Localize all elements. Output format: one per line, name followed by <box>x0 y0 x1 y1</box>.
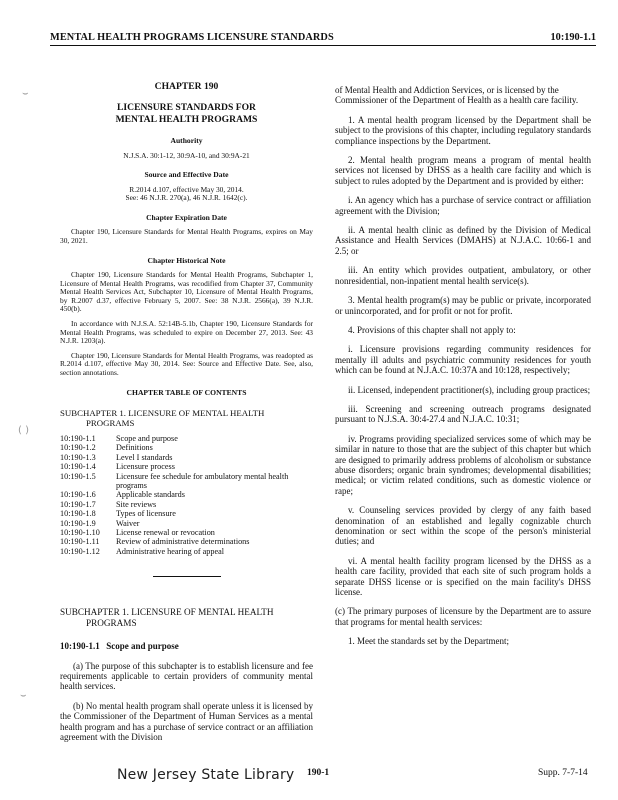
item-4-ii: ii. Licensed, independent practitioner(s), including group practices; <box>348 384 591 395</box>
toc-entry-title: Types of licensure <box>116 509 176 519</box>
toc-entry-number: 10:190-1.11 <box>60 537 100 547</box>
expiration-text: Chapter 190, Licensure Standards for Mental Health Programs, expires on May 30, 2021. <box>60 227 313 245</box>
toc-entry-title: Scope and purpose <box>116 433 178 443</box>
toc-subchapter-line2: PROGRAMS <box>86 417 135 428</box>
header-section-ref: 10:190-1.1 <box>550 32 596 43</box>
history-heading: Chapter Historical Note <box>147 255 226 265</box>
item-2-ii: ii. A mental health clinic as defined by the Division of Medical Assistance and Health Services (DMAHS) at N.J.A.C. 10:66-1 and 2.5; or <box>335 225 591 256</box>
source-line2: See: 46 N.J.R. 270(a), 46 N.J.R. 1642(c). <box>125 193 248 203</box>
item-4-v: v. Counseling services provided by clergy of any faith based denomination of an established and legally cognizable church denomination or sect within the scope of the person's ministerial duties; and <box>335 505 591 547</box>
divider <box>153 576 221 577</box>
toc-entry-number: 10:190-1.3 <box>60 452 96 462</box>
toc-entry-title: Site reviews <box>116 499 157 509</box>
subchapter-heading-line2: PROGRAMS <box>86 618 137 629</box>
toc-entry <box>60 462 313 471</box>
toc-heading: CHAPTER TABLE OF CONTENTS <box>126 387 247 397</box>
authority-text: N.J.S.A. 30:1-12, 30:9A-10, and 30:9A-21 <box>123 150 250 160</box>
toc-entry-number: 10:190-1.4 <box>60 462 96 472</box>
item-1: 1. A mental health program licensed by the Department shall be subject to the provisions of this chapter, including regulatory standards compliance inspections by the Department. <box>335 114 591 146</box>
supplement-date: Supp. 7-7-14 <box>538 768 588 778</box>
scan-mark: ( ) <box>18 425 29 436</box>
chapter-number: CHAPTER 190 <box>154 81 219 92</box>
toc-entry-title: Level I standards <box>116 452 173 462</box>
toc-entry <box>60 537 313 546</box>
toc-entry-title: License renewal or revocation <box>116 528 215 537</box>
item-3: 3. Mental health program(s) may be public or private, incorporated or unincorporated, and for profit or not for profit. <box>335 295 591 316</box>
toc-entry-number: 10:190-1.2 <box>60 443 96 453</box>
toc-entry <box>60 528 313 537</box>
toc-entry <box>60 434 313 443</box>
page-footer <box>0 764 618 792</box>
scan-mark: ⌣ <box>22 88 29 99</box>
chapter-title-line1: LICENSURE STANDARDS FOR <box>117 102 256 114</box>
history-paragraph-2: In accordance with N.J.S.A. 52:14B-5.1b, Chapter 190, Licensure Standards for Mental Health Programs, was scheduled to expire on December 27, 2013. See: 43 N.J.R. 1203(a). <box>60 318 313 346</box>
section-title: Scope and purpose <box>106 641 179 652</box>
toc-subchapter-heading <box>60 408 313 428</box>
toc-entry <box>60 443 313 452</box>
toc-entry <box>60 490 313 499</box>
toc-entry-title: Review of administrative determinations <box>116 537 250 547</box>
item-4-iv: iv. Programs providing specialized services some of which may be similar in nature to those that are the subject of this chapter but which are designed to primarily address problems of alcoholism or substance abuse disorders; organic brain syndromes; developmental disabilities; medical; or victim related conditions, such as domestic violence or rape; <box>335 433 591 496</box>
paragraph-c: (c) The primary purposes of licensure by the Department are to assure that programs for mental health services: <box>335 606 591 627</box>
header-title: MENTAL HEALTH PROGRAMS LICENSURE STANDARDS <box>50 32 334 43</box>
subchapter-heading <box>60 607 313 629</box>
subchapter-heading-line1: SUBCHAPTER 1. LICENSURE OF MENTAL HEALTH <box>60 607 274 618</box>
item-2: 2. Mental health program means a program of mental health services not licensed by DHSS as a health care facility and which is subject to rules adopted by the Department and is provided by either: <box>335 155 591 186</box>
toc-entry-number: 10:190-1.7 <box>60 499 96 509</box>
item-2-i: i. An agency which has a purchase of service contract or affiliation agreement with the Division; <box>335 195 591 216</box>
section-heading <box>60 641 313 651</box>
source-line1: R.2014 d.107, effective May 30, 2014. <box>129 184 244 194</box>
scan-mark: ⌣ <box>20 690 27 701</box>
toc-entry-number: 10:190-1.6 <box>60 490 96 500</box>
toc-entry <box>60 500 313 509</box>
source-text <box>60 186 313 203</box>
toc-entry-number: 10:190-1.1 <box>60 433 96 443</box>
toc-entry-title: Licensure fee schedule for ambulatory mental health programs <box>116 471 289 490</box>
toc-entry <box>60 509 313 518</box>
toc-subchapter-line1: SUBCHAPTER 1. LICENSURE OF MENTAL HEALTH <box>60 407 265 418</box>
chapter-title <box>60 102 313 126</box>
toc-entry <box>60 453 313 462</box>
section-number: 10:190-1.1 <box>60 641 100 652</box>
chapter-title-line2: MENTAL HEALTH PROGRAMS <box>115 114 258 126</box>
item-2-iii: iii. An entity which provides outpatient, ambulatory, or other nonresidential, non-inpatient mental health service(s). <box>335 265 591 286</box>
toc-entry-number: 10:190-1.9 <box>60 518 96 528</box>
expiration-heading: Chapter Expiration Date <box>146 213 227 222</box>
toc-entry <box>60 547 313 556</box>
toc-entry-title: Applicable standards <box>116 490 185 500</box>
right-column <box>335 85 591 656</box>
toc-entry-number: 10:190-1.12 <box>60 546 100 556</box>
paragraph-b-continued: of Mental Health and Addiction Services, or is licensed by the Commissioner of the Department of Health as a health care facility. <box>335 85 579 106</box>
paragraph-b: (b) No mental health program shall operate unless it is licensed by the Commissioner of the Department of Human Services as a mental health program and has a purchase of service contract or an affiliation agreement with the Division <box>60 700 313 743</box>
toc-entry-title: Waiver <box>116 518 140 528</box>
table-of-contents <box>60 434 313 556</box>
source-heading: Source and Effective Date <box>144 170 229 180</box>
toc-entry <box>60 519 313 528</box>
paragraph-a: (a) The purpose of this subchapter is to establish licensure and fee requirements applicable to certain providers of community mental health services. <box>60 660 313 692</box>
item-c-1: 1. Meet the standards set by the Department; <box>348 636 509 647</box>
toc-entry-title: Definitions <box>116 443 153 453</box>
page-number: 190-1 <box>307 768 330 778</box>
toc-entry-number: 10:190-1.10 <box>60 528 100 537</box>
toc-entry-number: 10:190-1.5 <box>60 471 96 481</box>
authority-heading: Authority <box>170 136 203 146</box>
history-paragraph-1: Chapter 190, Licensure Standards for Mental Health Programs, Subchapter 1, Licensure of Mental Health Programs, was recodified from Chapter 37, Community Mental Health Services Act, Subchapter 10, Licensure of Mental Health Programs, by R.2007 d.37, effective February 5, 2007. See: 38 N.J.R. 2566(a), 39 N.J.R. 450(b). <box>60 270 313 314</box>
item-4-vi: vi. A mental health facility program licensed by the DHSS as a health care facility, provided that each site of such program holds a separate DHSS license or is specified on the main facility's DHSS license. <box>335 555 591 598</box>
toc-entry <box>60 472 313 491</box>
left-column <box>60 82 313 751</box>
item-4-i: i. Licensure provisions regarding community residences for mentally ill adults and psychiatric community residences for youth which can be found at N.J.A.C. 10:37A and 10:128, respectively; <box>335 344 591 376</box>
running-header <box>50 30 596 46</box>
library-stamp: New Jersey State Library <box>117 767 295 783</box>
toc-entry-number: 10:190-1.8 <box>60 509 96 519</box>
history-paragraph-3: Chapter 190, Licensure Standards for Mental Health Programs, was readopted as R.2014 d.107, effective May 30, 2014. See: Source and Effective Date. See, also, section annotations. <box>60 350 313 377</box>
item-4: 4. Provisions of this chapter shall not apply to: <box>348 324 516 335</box>
toc-entry-title: Licensure process <box>116 462 175 472</box>
toc-entry-title: Administrative hearing of appeal <box>116 546 224 556</box>
item-4-iii: iii. Screening and screening outreach programs designated pursuant to N.J.S.A. 30:4-27.4 and N.J.A.C. 10:31; <box>335 403 591 425</box>
